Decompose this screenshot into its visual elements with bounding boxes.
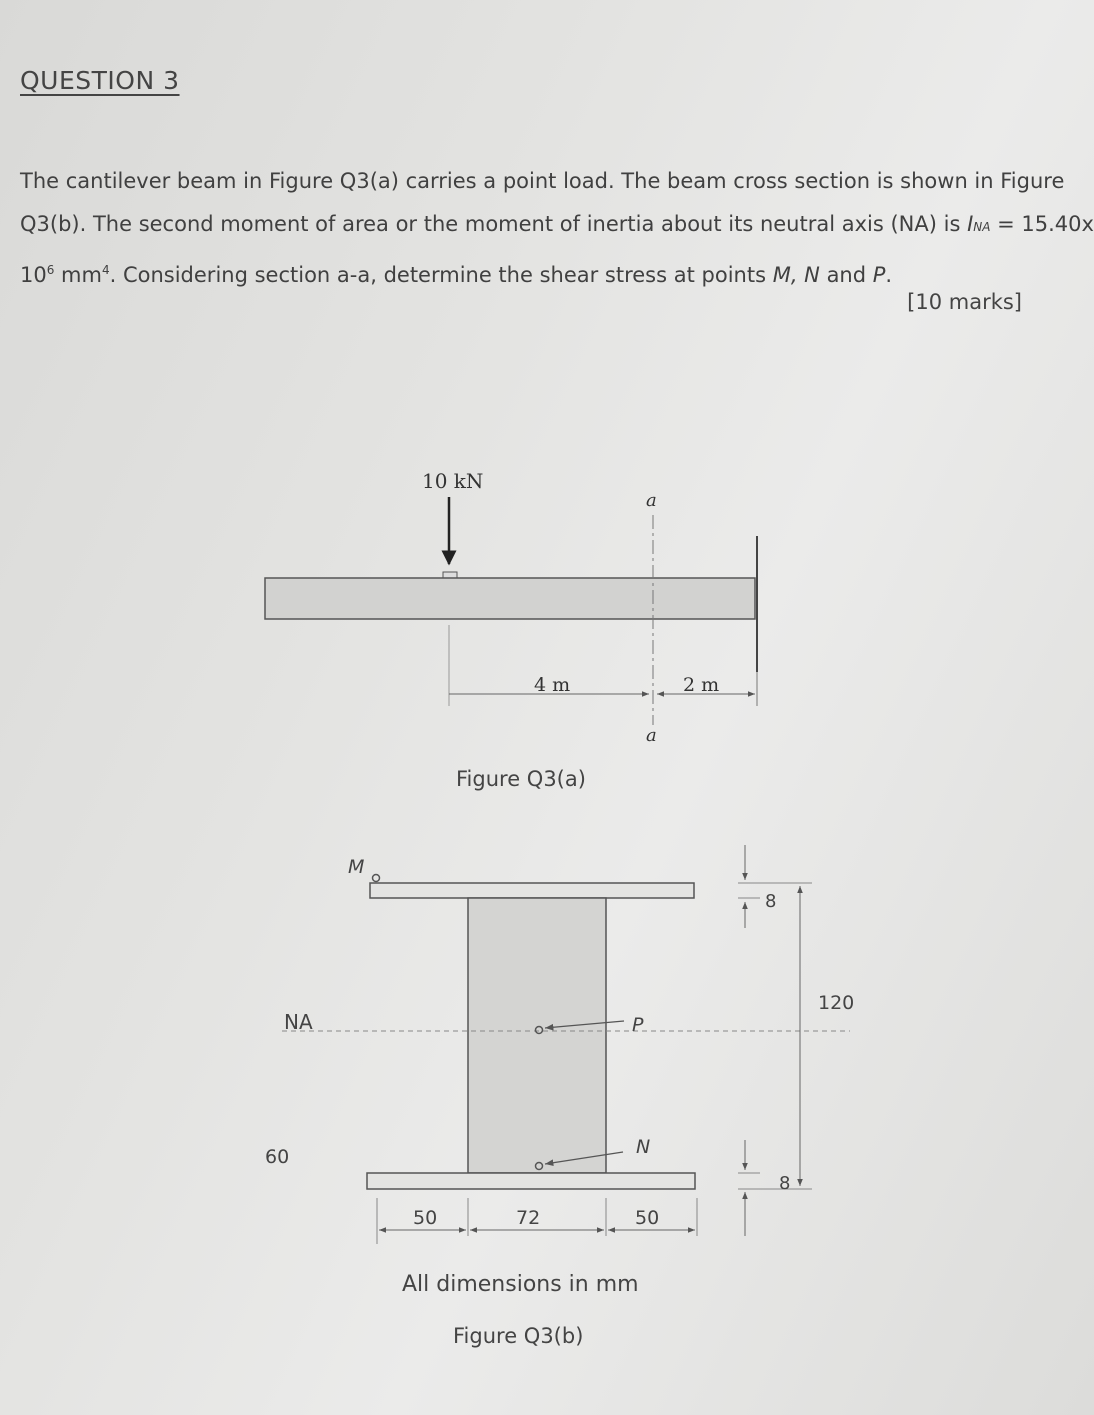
bottom-flange xyxy=(367,1173,695,1189)
figure-q3a xyxy=(265,469,757,791)
point-n-label: N xyxy=(636,1136,651,1158)
caption-q3a: Figure Q3(a) xyxy=(456,767,586,791)
dim-label-4m: 4 m xyxy=(534,674,571,696)
marks-label: [10 marks] xyxy=(907,290,1022,314)
cantilever-beam xyxy=(265,578,755,619)
dim-label-60: 60 xyxy=(265,1146,290,1168)
load-pad xyxy=(443,572,457,578)
dimensions-note: All dimensions in mm xyxy=(402,1272,639,1297)
top-flange xyxy=(370,883,694,898)
dim-label-8-top: 8 xyxy=(765,891,777,912)
question-line-2: Q3(b). The second moment of area or the moment of inertia about its neutral axis (NA) is INA = 15.40x xyxy=(20,212,1094,236)
question-line-1: The cantilever beam in Figure Q3(a) carries a point load. The beam cross section is shown in Figure xyxy=(20,169,1065,193)
point-m-marker xyxy=(373,875,380,882)
web xyxy=(468,898,606,1173)
load-label: 10 kN xyxy=(422,469,484,493)
dim-label-72: 72 xyxy=(516,1207,541,1229)
section-label-top: a xyxy=(646,490,657,511)
point-m-label: M xyxy=(348,856,365,878)
dim-label-50-right: 50 xyxy=(635,1207,660,1229)
question-line-3: $10^6$ $mm^4$. Considering section a-a, determine the shear stress at points M, N and P. xyxy=(20,263,893,287)
dim-label-2m: 2 m xyxy=(683,674,720,696)
figure-q3b xyxy=(265,845,854,1348)
caption-q3b: Figure Q3(b) xyxy=(453,1324,584,1348)
dim-label-120: 120 xyxy=(818,992,855,1014)
dim-label-8-bottom: 8 xyxy=(779,1173,791,1194)
question-heading: QUESTION 3 xyxy=(20,66,180,95)
point-p-label: P xyxy=(632,1014,644,1036)
dim-label-50-left: 50 xyxy=(413,1207,438,1229)
na-label: NA xyxy=(284,1010,313,1034)
section-label-bottom: a xyxy=(646,725,657,746)
